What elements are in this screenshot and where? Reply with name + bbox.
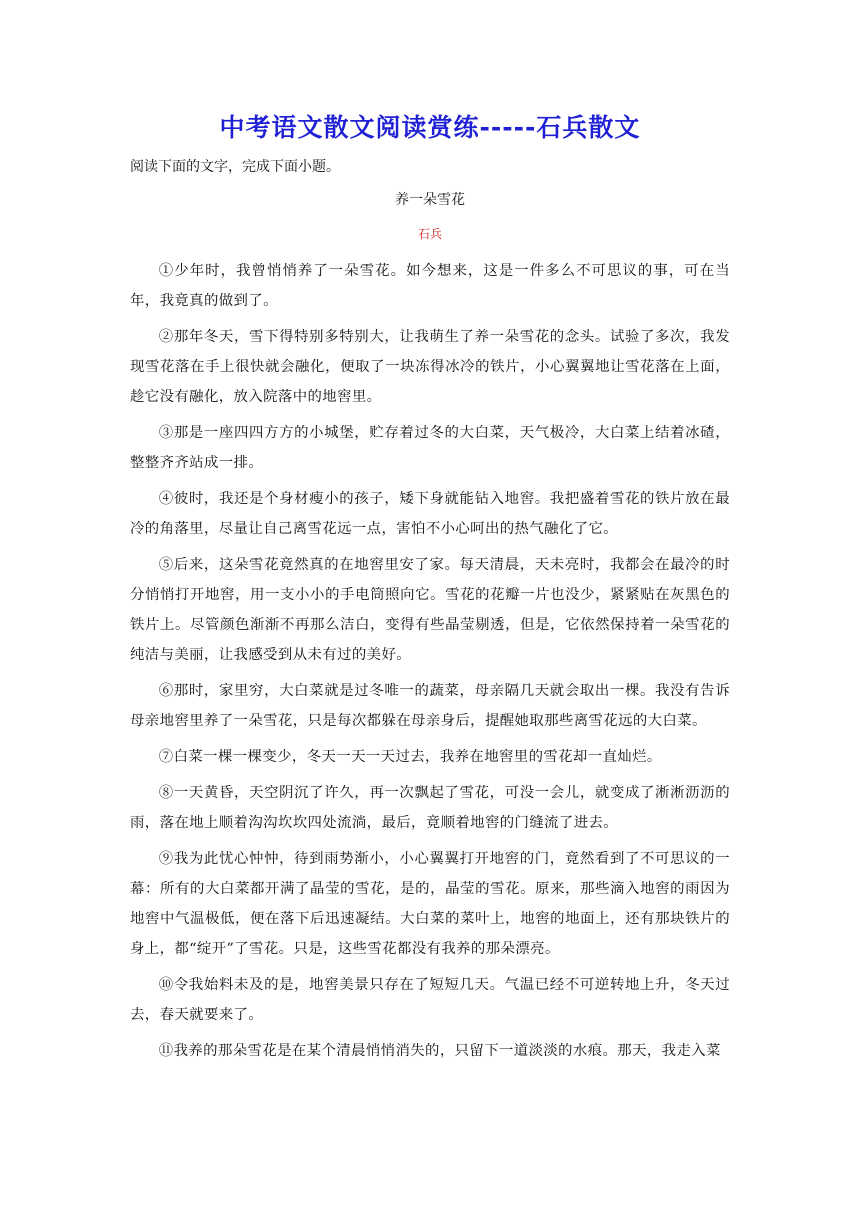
paragraph-2: ②那年冬天，雪下得特别多特别大，让我萌生了养一朵雪花的念头。试验了多次，我发现雪花落在手上很快就会融化，便取了一块冻得冰冷的铁片，小心翼翼地让雪花落在上面，趁它没有融化，放入院落中的地窖里。 [130,329,730,405]
paragraph-1: ①少年时，我曾悄悄养了一朵雪花。如今想来，这是一件多么不可思议的事，可在当年，我竟真的做到了。 [130,263,730,309]
paragraph-3: ③那是一座四四方方的小城堡，贮存着过冬的大白菜，天气极冷，大白菜上结着冰碴，整整齐齐站成一排。 [130,425,730,471]
paragraph-8: ⑧一天黄昏，天空阴沉了许久，再一次飘起了雪花，可没一会儿，就变成了淅淅沥沥的雨，落在地上顺着沟沟坎坎四处流淌，最后，竟顺着地窖的门缝流了进去。 [130,785,730,831]
essay-body [130,256,730,1072]
paragraph-5: ⑤后来，这朵雪花竟然真的在地窖里安了家。每天清晨，天未亮时，我都会在最冷的时分悄悄打开地窖，用一支小小的手电筒照向它。雪花的花瓣一片也没少，紧紧贴在灰黑色的铁片上。尽管颜色渐渐不再那么洁白，变得有些晶莹剔透，但是，它依然保持着一朵雪花的纯洁与美丽，让我感受到从未有过的美好。 [130,557,730,663]
paragraph-10: ⑩令我始料未及的是，地窖美景只存在了短短几天。气温已经不可逆转地上升，冬天过去，春天就要来了。 [130,977,730,1023]
paragraph-9: ⑨我为此忧心忡忡，待到雨势渐小，小心翼翼打开地窖的门，竟然看到了不可思议的一幕：所有的大白菜都开满了晶莹的雪花，是的，晶莹的雪花。原来，那些滴入地窖的雨因为地窖中气温极低，便在落下后迅速凝结。大白菜的菜叶上，地窖的地面上，还有那块铁片的身上，都“绽开”了雪花。只是，这些雪花都没有我养的那朵漂亮。 [130,851,730,957]
paragraph-7: ⑦白菜一棵一棵变少，冬天一天一天过去，我养在地窖里的雪花却一直灿烂。 [158,749,662,765]
reading-instruction: 阅读下面的文字，完成下面小题。 [130,159,340,175]
essay-title: 养一朵雪花 [395,192,465,208]
document-title: 中考语文散文阅读赏练-----石兵散文 [219,113,641,142]
paragraph-4: ④彼时，我还是个身材瘦小的孩子，矮下身就能钻入地窖。我把盛着雪花的铁片放在最冷的角落里，尽量让自己离雪花远一点，害怕不小心呵出的热气融化了它。 [130,491,730,537]
paragraph-6: ⑥那时，家里穷，大白菜就是过冬唯一的蔬菜，母亲隔几天就会取出一棵。我没有告诉母亲地窖里养了一朵雪花，只是每次都躲在母亲身后，提醒她取那些离雪花远的大白菜。 [130,683,730,729]
paragraph-11: ⑪我养的那朵雪花是在某个清晨悄悄消失的，只留下一道淡淡的水痕。那天，我走入菜 [158,1043,721,1059]
essay-author: 石兵 [417,227,442,241]
